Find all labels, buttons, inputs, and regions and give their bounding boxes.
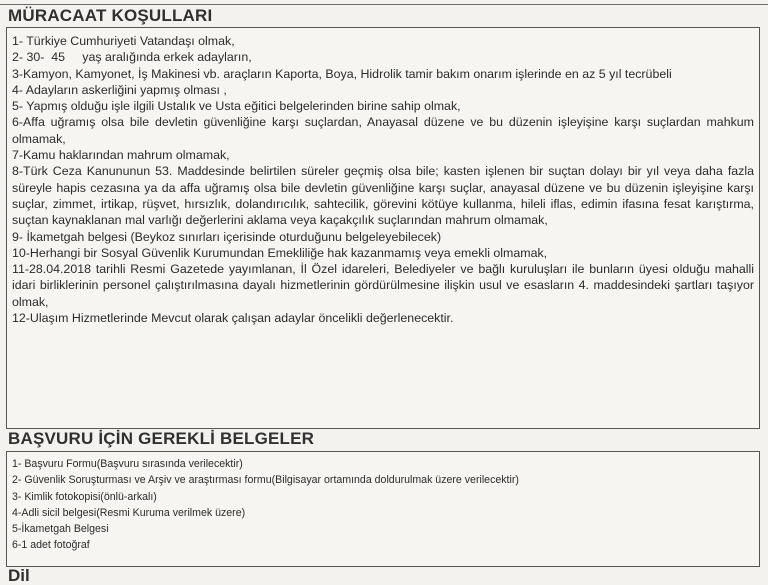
condition-item: 2- 30- 45 yaş aralığında erkek adayların, <box>12 50 252 65</box>
condition-item: 8-Türk Ceza Kanununun 53. Maddesinde belirtilen süreler geçmiş olsa bile; kasten işlenen bir suçtan dolayı bir yıl veya daha fazla süreyle hapis cezasına ya da affa uğramış olsa bile devletin güvenliğine karşı suçlar, anayasal düzene ve bu düzenin işleyişine karşı suçlar, zimmet, irtikap, rüşvet, hırsızlık, dolandırıcılık, sahtecilik, görevini kötüye kullanma, hileli iflas, edimin ifasına fesat karıştırma, suçtan kaynaklanan mal varlığı değerlerini aklama veya kaçakçılık suçlarından mahrum olmamak, <box>12 164 754 228</box>
condition-item: 6-Affa uğramış olsa bile devletin güvenliğine karşı suçlardan, Anayasal düzene ve bu düzenin işleyişine karşı suçlardan mahkum olmamak, <box>12 115 754 146</box>
condition-item: 7-Kamu haklarından mahrum olmamak, <box>12 148 230 163</box>
documents-box <box>6 451 760 567</box>
document-item: 6-1 adet fotoğraf <box>12 539 90 552</box>
documents-heading: BAŞVURU İÇİN GEREKLİ BELGELER <box>8 429 315 448</box>
document-item: 5-İkametgah Belgesi <box>12 523 109 536</box>
document-item: 2- Güvenlik Soruşturması ve Arşiv ve araştırması formu(Bilgisayar ortamında doldurulmak üzere verilecektir) <box>12 474 519 487</box>
next-section-heading-partial: Dil <box>8 566 30 585</box>
condition-item: 3-Kamyon, Kamyonet, İş Makinesi vb. araçların Kaporta, Boya, Hidrolik tamir bakım onarım işlerinde en az 5 yıl tecrübeli <box>12 66 672 81</box>
condition-item: 4- Adayların askerliğini yapmış olması , <box>12 82 227 97</box>
document-item: 1- Başvuru Formu(Başvuru sırasında verilecektir) <box>12 458 243 470</box>
condition-item: 1- Türkiye Cumhuriyeti Vatandaşı olmak, <box>12 34 235 48</box>
condition-item: 12-Ulaşım Hizmetlerinde Mevcut olarak çalışan adaylar öncelikli değerlenecektir. <box>12 311 454 326</box>
condition-item: 9- İkametgah belgesi (Beykoz sınırları içerisinde oturduğunu belgeleyebilecek) <box>12 229 442 244</box>
conditions-box <box>6 27 760 429</box>
document-item: 3- Kimlik fotokopisi(önlü-arkalı) <box>12 490 157 503</box>
conditions-heading: MÜRACAAT KOŞULLARI <box>8 6 213 25</box>
condition-item: 11-28.04.2018 tarihli Resmi Gazetede yayımlanan, İl Özel idareleri, Belediyeler ve bağlı kuruluşları ile bunların üyesi olduğu mahalli idari birliklerinin personel çalıştırılmasına dayalı hizmetlerinin gördürülmesine ilişkin usul ve esasların 4. maddesindeki şartları taşıyor olmak, <box>12 262 754 309</box>
condition-item: 5- Yapmış olduğu işle ilgili Ustalık ve Usta eğitici belgelerinden birine sahip olmak, <box>12 99 461 114</box>
document-item: 4-Adli sicil belgesi(Resmi Kuruma verilmek üzere) <box>12 506 246 519</box>
top-border-line <box>0 0 768 5</box>
condition-item: 10-Herhangi bir Sosyal Güvenlik Kurumundan Emekliliğe hak kazanmamış veya emekli olmamak, <box>12 245 548 260</box>
